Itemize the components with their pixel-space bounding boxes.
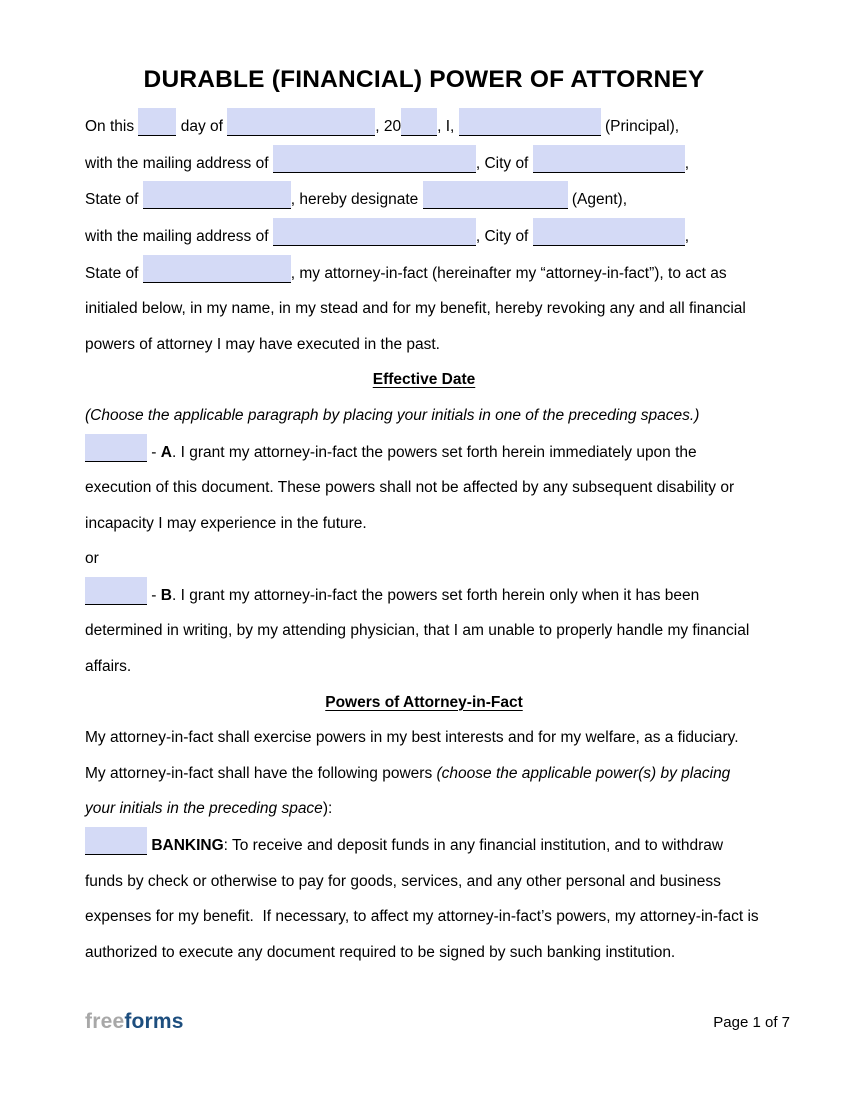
text-segment: BANKING xyxy=(151,837,224,855)
field-initials-b[interactable] xyxy=(85,577,147,605)
text-segment: affairs. xyxy=(85,658,132,676)
document-line xyxy=(85,291,763,327)
text-segment: (choose the applicable power(s) by placing xyxy=(436,764,731,782)
text-segment: expenses for my benefit. If necessary, to affect my attorney-in-fact’s powers, my attorney-in-fact is xyxy=(85,908,759,926)
document-line xyxy=(85,935,763,971)
text-segment: incapacity I may experience in the future. xyxy=(85,514,367,532)
section-heading-powers xyxy=(85,685,763,721)
field-principal-address[interactable] xyxy=(273,145,476,173)
text-segment: , xyxy=(684,227,689,245)
document-title: DURABLE (FINANCIAL) POWER OF ATTORNEY xyxy=(143,66,705,93)
document-line xyxy=(85,145,763,182)
text-segment: initialed below, in my name, in my stead and for my benefit, hereby revoking any and all financial xyxy=(85,300,746,318)
document-line xyxy=(85,649,763,685)
text-segment: - xyxy=(147,443,161,461)
text-segment: State of xyxy=(85,264,143,282)
text-segment: (Agent), xyxy=(567,191,628,209)
field-initials-a[interactable] xyxy=(85,434,147,462)
text-segment: My attorney-in-fact shall exercise powers in my best interests and for my welfare, as a fiduciary. xyxy=(85,729,739,747)
page-footer xyxy=(85,1010,790,1034)
text-segment: State of xyxy=(85,191,143,209)
document-line xyxy=(85,541,763,577)
text-segment: your initials in the preceding space xyxy=(85,800,323,818)
text-segment: determined in writing, by my attending physician, that I am unable to properly handle my financial xyxy=(85,622,750,640)
text-segment: . I grant my attorney-in-fact the powers set forth herein immediately upon the xyxy=(171,443,697,461)
field-initials-banking[interactable] xyxy=(85,827,147,855)
section-heading-effective-date xyxy=(85,362,763,398)
field-day[interactable] xyxy=(138,108,176,136)
field-agent-address[interactable] xyxy=(273,218,476,246)
field-principal-city[interactable] xyxy=(533,145,685,173)
text-segment: ): xyxy=(322,800,333,818)
document-line xyxy=(85,577,763,614)
text-segment: , hereby designate xyxy=(290,191,423,209)
text-segment: , I, xyxy=(437,118,459,136)
text-segment: (Principal), xyxy=(600,118,680,136)
text-segment: , my attorney-in-fact (hereinafter my “attorney-in-fact”), to act as xyxy=(290,264,727,282)
document-line xyxy=(85,899,763,935)
document-line xyxy=(85,327,763,363)
field-principal-state[interactable] xyxy=(143,181,291,209)
text-segment: , 20 xyxy=(375,118,402,136)
document-line xyxy=(85,827,763,864)
text-segment: with the mailing address of xyxy=(85,227,273,245)
field-principal-name[interactable] xyxy=(459,108,601,136)
text-segment: Effective Date xyxy=(372,371,476,389)
logo-forms: forms xyxy=(124,1010,184,1033)
text-segment: , City of xyxy=(475,154,533,172)
document-line xyxy=(85,613,763,649)
text-segment: , xyxy=(684,154,689,172)
text-segment: (Choose the applicable paragraph by placing your initials in one of the preceding spaces.) xyxy=(85,406,700,424)
document-line xyxy=(85,791,763,827)
field-agent-name[interactable] xyxy=(423,181,568,209)
field-month[interactable] xyxy=(227,108,375,136)
text-segment: authorized to execute any document required to be signed by such banking institution. xyxy=(85,943,676,961)
text-segment: On this xyxy=(85,118,139,136)
document-line xyxy=(85,255,763,292)
text-segment: powers of attorney I may have executed in the past. xyxy=(85,335,440,353)
page-number: Page 1 of 7 xyxy=(713,1013,790,1031)
text-segment: A xyxy=(160,443,172,461)
field-year[interactable] xyxy=(401,108,437,136)
field-agent-state[interactable] xyxy=(143,255,291,283)
document-line xyxy=(85,181,763,218)
document-line xyxy=(85,506,763,542)
field-agent-city[interactable] xyxy=(533,218,685,246)
document-body xyxy=(85,66,763,970)
text-segment: or xyxy=(85,550,99,568)
document-line xyxy=(85,864,763,900)
document-line xyxy=(85,398,763,434)
freeforms-logo xyxy=(85,1010,184,1034)
document-line xyxy=(85,720,763,756)
text-segment: execution of this document. These powers shall not be affected by any subsequent disability or xyxy=(85,479,735,497)
text-segment: with the mailing address of xyxy=(85,154,273,172)
logo-free: free xyxy=(85,1010,125,1033)
text-segment: . I grant my attorney-in-fact the powers set forth herein only when it has been xyxy=(171,586,700,604)
document-line xyxy=(85,218,763,255)
document-line xyxy=(85,756,763,792)
text-segment: funds by check or otherwise to pay for goods, services, and any other personal and business xyxy=(85,872,721,890)
text-segment: B xyxy=(160,586,172,604)
text-segment: day of xyxy=(176,118,228,136)
text-segment: - xyxy=(147,586,161,604)
text-segment: Powers of Attorney-in-Fact xyxy=(325,693,523,711)
text-segment: , City of xyxy=(475,227,533,245)
text-segment: My attorney-in-fact shall have the following powers xyxy=(85,764,437,782)
document-line xyxy=(85,108,763,145)
document-line xyxy=(85,470,763,506)
document-line xyxy=(85,434,763,471)
text-segment: : To receive and deposit funds in any financial institution, and to withdraw xyxy=(223,837,724,855)
